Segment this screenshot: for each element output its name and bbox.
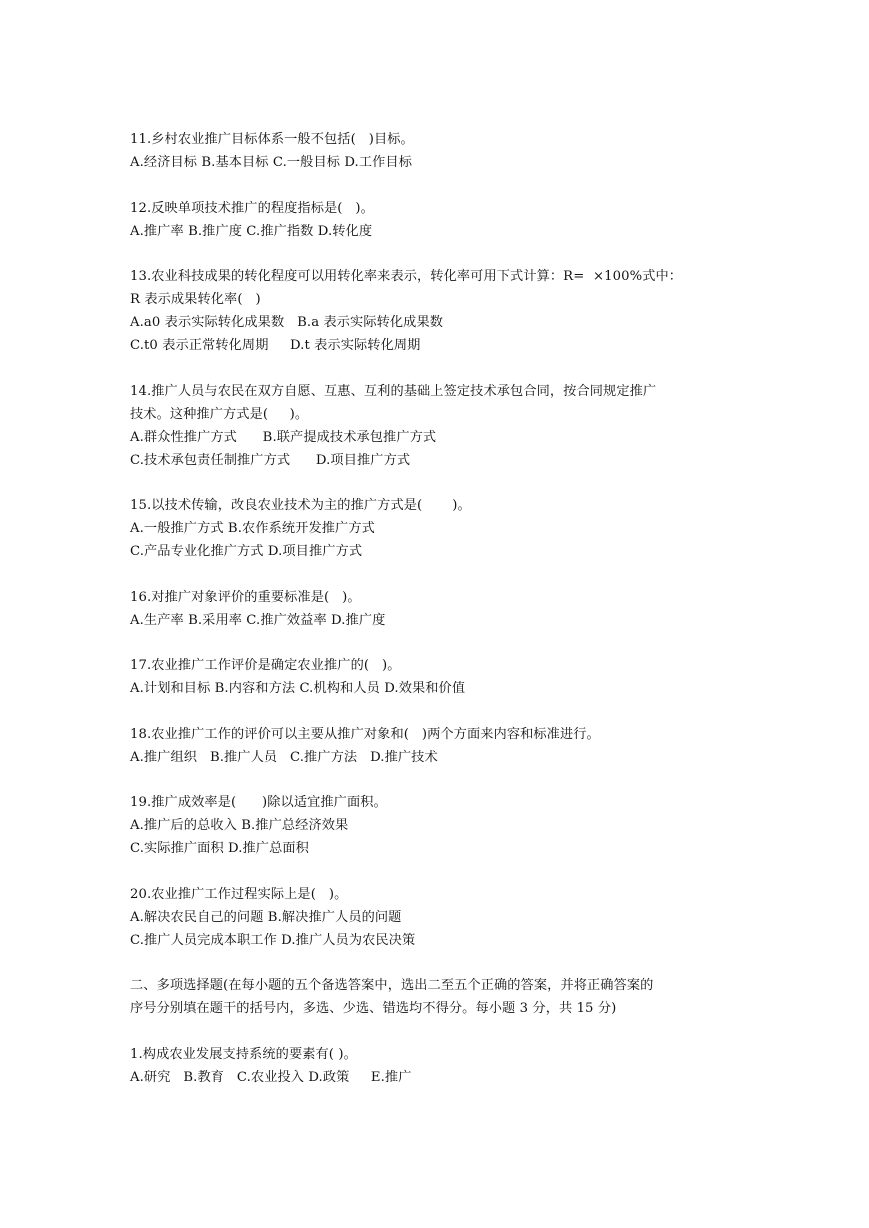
- question-15: [130, 494, 770, 563]
- answer-options: C.技术承包责任制推广方式 D.项目推广方式: [130, 452, 411, 468]
- question-18: [130, 723, 770, 769]
- question-text: 14.推广人员与农民在双方自愿、互惠、互利的基础上签定技术承包合同，按合同规定推广: [130, 383, 657, 399]
- question-20: [130, 883, 770, 952]
- question-13: [130, 265, 770, 357]
- question-text: 13.农业科技成果的转化程度可以用转化率来表示，转化率可用下式计算：R= ×100%式中：: [130, 269, 683, 284]
- question-text: 12.反映单项技术推广的程度指标是( )。: [130, 200, 374, 216]
- answer-options: A.生产率 B.采用率 C.推广效益率 D.推广度: [130, 612, 386, 628]
- answer-options: A.推广率 B.推广度 C.推广指数 D.转化度: [130, 223, 373, 239]
- answer-options: C.产品专业化推广方式 D.项目推广方式: [130, 544, 363, 559]
- question-text: 11.乡村农业推广目标体系一般不包括( )目标。: [130, 132, 414, 147]
- section-heading-text: 二、多项选择题(在每小题的五个备选答案中，选出二至五个正确的答案，并将正确答案的: [130, 978, 654, 993]
- question-text: 1.构成农业发展支持系统的要素有( )。: [130, 1046, 357, 1062]
- section-heading-text-continued: 序号分别填在题干的括号内，多选、少选、错选均不得分。每小题 3 分，共 15 分): [130, 1001, 617, 1016]
- question-14: [130, 380, 770, 472]
- question-text: 18.农业推广工作的评价可以主要从推广对象和( )两个方面来内容和标准进行。: [130, 726, 600, 742]
- multiple-choice-question-1: [130, 1043, 770, 1089]
- answer-options: C.推广人员完成本职工作 D.推广人员为农民决策: [130, 932, 416, 948]
- question-text: 15.以技术传输，改良农业技术为主的推广方式是( )。: [130, 498, 471, 513]
- question-text-continued: 技术。这种推广方式是( )。: [130, 406, 309, 422]
- answer-options: A.a0 表示实际转化成果数 B.a 表示实际转化成果数: [130, 315, 444, 330]
- answer-options: A.推广后的总收入 B.推广总经济效果: [130, 818, 349, 833]
- answer-options: C.实际推广面积 D.推广总面积: [130, 841, 309, 856]
- question-text: 20.农业推广工作过程实际上是( )。: [130, 886, 348, 902]
- question-16: [130, 586, 770, 632]
- question-12: [130, 197, 770, 243]
- answer-options: A.一般推广方式 B.农作系统开发推广方式: [130, 521, 375, 536]
- document-page: [130, 128, 770, 1111]
- section-heading-multiple-choice: [130, 974, 770, 1020]
- question-17: [130, 654, 770, 700]
- answer-options: A.群众性推广方式 B.联产提成技术承包推广方式: [130, 429, 437, 445]
- question-text: 16.对推广对象评价的重要标准是( )。: [130, 589, 361, 605]
- question-text-continued: R 表示成果转化率( ): [130, 292, 261, 307]
- question-text: 17.农业推广工作评价是确定农业推广的( )。: [130, 658, 401, 673]
- answer-options: A.研究 B.教育 C.农业投入 D.政策 E.推广: [130, 1069, 412, 1085]
- answer-options: A.计划和目标 B.内容和方法 C.机构和人员 D.效果和价值: [130, 681, 466, 696]
- answer-options: A.推广组织 B.推广人员 C.推广方法 D.推广技术: [130, 749, 438, 765]
- answer-options: A.经济目标 B.基本目标 C.一般目标 D.工作目标: [130, 155, 412, 170]
- question-11: [130, 128, 770, 174]
- answer-options: C.t0 表示正常转化周期 D.t 表示实际转化周期: [130, 338, 421, 353]
- question-text: 19.推广成效率是( )除以适宜推广面积。: [130, 795, 387, 810]
- question-19: [130, 791, 770, 860]
- answer-options: A.解决农民自己的问题 B.解决推广人员的问题: [130, 909, 402, 925]
